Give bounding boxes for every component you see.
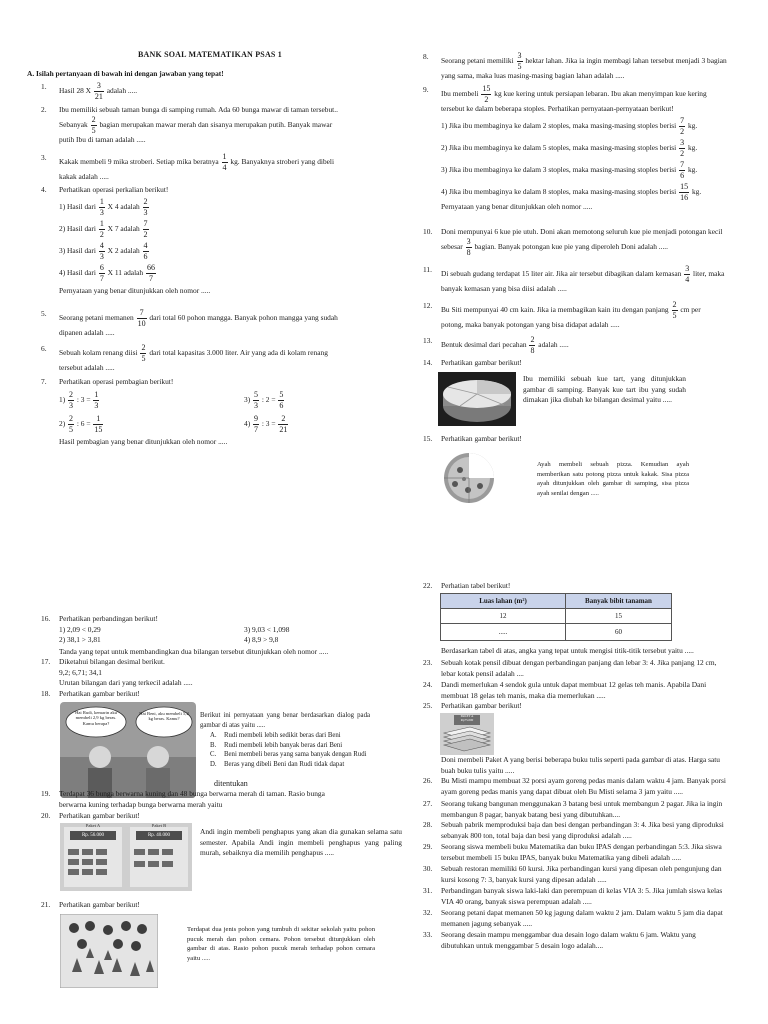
notebook-package-image [440, 713, 494, 755]
dialog-image [60, 702, 196, 798]
question-2: 2. Ibu memiliki sebuah taman bunga di samping rumah. Ada 60 bunga mawar di taman tersebut.. Sebanyak $\frac{2}{5}$ bagian merupakan mawar merah dan sisanya merupakan putih. Banyak mawar putih Ibu di taman adalah ..... [41, 105, 338, 144]
section-a-heading: A. Isilah pertanyaan di bawah ini dengan jawaban yang tepat! [27, 69, 224, 78]
question-28: 28. Sebuah pabrik memproduksi baja dan besi dengan perbandingan 3: 4. Jika besi yang diproduksi sebanyak 800 ton, total baja dan besi yang diproduksi adalah ..... [423, 820, 724, 840]
question-16: 16. Perhatikan perbandingan berikut! 1) 2,09 < 0,29 3) 9,03 < 1,098 2) 38,1 > 3,81 4) 8,9 > 9,8 Tanda yang tepat untuk membandingkan dua bilangan tersebut ditunjukkan oleh nomor ..... [41, 614, 329, 656]
question-27: 27. Seorang tukang bangunan menggunakan 3 batang besi untuk membangun 2 pagar. Jika ia ingin membangun 8 pagar, banyak batang besi yang dibutuhkan.... [423, 799, 723, 819]
pizza-image [438, 452, 500, 504]
question-6: 6. Sebuah kolam renang diisi $\frac{2}{5}$ dari total kapasitas 3.000 liter. Air yang ada di kolam renang tersebut adalah ..... [41, 343, 328, 372]
question-21: 21. Perhatikan gambar berikut! [41, 900, 140, 909]
fraction: $\frac{3}{21}$ [94, 81, 103, 101]
question-33: 33. Seorang desain mampu menggambar dua desain logo dalam waktu 6 jam. Waktu yang dibutuhkan untuk menggambar 5 desain logo adalah.... [423, 930, 696, 950]
question-30: 30. Sebuah restoran memiliki 60 kursi. Jika perbandingan kursi yang dipesan oleh pengunjung dan kursi kosong 7: 3, banyak kursi yang dipesan adalah ..... [423, 864, 722, 884]
question-22-outro: Berdasarkan tabel di atas, angka yang tepat untuk mengisi titik-titik tersebut yaitu ..... [441, 646, 694, 655]
question-21-text: Terdapat dua jenis pohon yang tumbuh di sekitar sekolah yaitu pohon pucuk merah dan pohon cemara. Pohon tersebut ditunjukkan oleh gambar di atas. Rasio pohon pucuk merah terhadap pohon cemara yaitu ..... [187, 926, 375, 962]
question-7: 7. Perhatikan operasi pembagian berikut! 1) $\frac{2}{3}$ : 3 = $\frac{1}{3}$ 3) $\frac{5}{3}$ : 2 = $\frac{5}{6}$ 2) $\frac{2}{5}$ : 6 = $\frac{1}{15}$ 4) $\frac{9}{7}$ : 3 = $\frac{2}{21}$ Hasil pembagian yang benar ditunjukkan oleh nomor ..... [41, 377, 288, 446]
question-18: 18. Perhatikan gambar berikut! [41, 689, 140, 698]
question-11: 11. Di sebuah gudang terdapat 15 liter air. Jika air tersebut dibagikan dalam kemasan $\frac{3}{4}$ liter, maka banyak kemasan yang bisa diisi adalah ..... [423, 264, 725, 293]
question-17: 17. Diketahui bilangan desimal berikut. 9,2; 6,71; 34,1 Urutan bilangan dari yang terkecil adalah ..... [41, 657, 193, 688]
question-4: 4. Perhatikan operasi perkalian berikut! 1) Hasil dari $\frac{1}{3}$ X 4 adalah $\frac{2}{3}$ 2) Hasil dari $\frac{1}{2}$ X 7 adalah $\frac{7}{2}$ 3) Hasil dari $\frac{4}{3}$ X 2 adalah $\frac{4}{6}$ 4) Hasil dari $\frac{6}{7}$ X 11 adalah $\frac{66}{7}$ Pernyataan yang benar ditunjukkan oleh nomor ..... [41, 185, 211, 295]
table-cell: 12 [441, 609, 566, 624]
package-a-price: Rp. 56.000 [81, 833, 105, 838]
data-table [440, 593, 672, 641]
question-10: 10. Doni mempunyai 6 kue pie utuh. Doni akan memotong seluruh kue pie menjadi potongan kecil sebesar $\frac{3}{8}$ bagian. Banyak potongan kue pie yang diperoleh Doni adalah ..... [423, 227, 723, 257]
question-22: 22. Perhatian tabel berikut! [423, 581, 511, 590]
table-cell: 15 [566, 609, 672, 624]
question-9: 9. Ibu membeli $\frac{15}{2}$ kg kue kering untuk persiapan lebaran. Ibu akan menyimpan kue kering tersebut ke dalam beberapa stoples. Perhatikan pernyataan-pernyataan berikut! 1) Jika ibu membaginya ke dalam 2 stoples, maka masing-masing stoples berisi $\frac{7}{2}$ kg. 2) Jika ibu membaginya ke dalam 5 stoples, maka masing-masing stoples berisi $\frac{3}{2}$ kg. 3) Jika ibu membaginya ke dalam 3 stoples, maka masing-masing stoples berisi $\frac{7}{6}$ kg. 4) Jika ibu membaginya ke dalam 8 stoples, maka masing-masing stoples berisi $\frac{15}{16}$ kg. Pernyataan yang benar ditunjukkan oleh nomor ..... [423, 84, 707, 211]
question-23: 23. Sebuah kotak pensil dibuat dengan perbandingan panjang dan lebar 3: 4. Jika panjang 12 cm, lebar kotak pensil adalah .... [423, 658, 717, 678]
question-3: 3. Kakak membeli 9 mika stroberi. Setiap mika beratnya $\frac{1}{4}$ kg. Banyaknya stroberi yang dibeli kakak adalah ..... [41, 152, 335, 181]
question-15-text: Ayah membeli sebuah pizza. Kemudian ayah memberikan satu potong pizza untuk kakak. Sisa pizza ayah ditunjukkan oleh gambar di samping, sisa pizza ayah senilai dengan ..... [537, 461, 689, 497]
package-label: PAKET A Rp75.000 [460, 714, 474, 722]
question-19: 19. Terdapat 36 bunga berwarna kuning dan 48 bunga berwarna merah di taman. Rasio bunga berwarna kuning terhadap bunga berwarna merah yaitu [41, 789, 325, 809]
table-cell: ..... [441, 624, 566, 641]
question-25-text: Doni membeli Paket A yang berisi beberapa buku tulis seperti pada gambar di atas. Harga satu buah buku tulis yaitu ..... [441, 755, 720, 775]
table-header: Banyak bibit tanaman [566, 594, 672, 609]
speech-bubble-1: Hai Rudi, kemarin aku membeli 2,9 kg beras. Kamu berapa? [75, 710, 117, 726]
table-header: Luas lahan (m²) [441, 594, 566, 609]
question-32: 32. Seorang petani dapat memanen 50 kg jagung dalam waktu 2 jam. Dalam waktu 5 jam dia dapat memanen jagung sebanyak ..... [423, 908, 723, 928]
trees-image [60, 914, 158, 988]
question-24: 24. Dandi memerlukan 4 sendok gula untuk dapat membuat 12 gelas teh manis. Apabila Dani membuat 18 gelas teh manis, maka dia memerlukan ..... [423, 680, 707, 700]
question-14: 14. Perhatikan gambar berikut! [423, 358, 522, 367]
eraser-packages-image [60, 823, 192, 891]
question-13: 13. Bentuk desimal dari pecahan $\frac{2}{8}$ adalah ..... [423, 335, 569, 355]
question-25: 25. Perhatikan gambar berikut! [423, 701, 522, 710]
question-8: 8. Seorang petani memiliki $\frac{3}{5}$ hektar lahan. Jika ia ingin membagi lahan tersebut menjadi 3 bagian yang sama, maka luas masing-masing bagian lahan adalah ..... [423, 51, 727, 80]
question-18-options: Berikut ini pernyataan yang benar berdasarkan dialog pada gambar di atas yaitu ..... A. Rudi membeli lebih sedikit beras dari Beni B. Rudi membeli lebih banyak beras dari Beni C. Beni membeli beras yang sama banyak dengan Rudi D. Beras yang dibeli Beni dan Rudi tidak dapat [200, 712, 370, 769]
package-a-label: Paket A [85, 823, 101, 828]
package-b-label: Paket B [151, 823, 167, 828]
speech-bubble-2: Hai Beni, aku membeli 5,2 kg beras. Kamu? [139, 711, 189, 722]
question-15: 15. Perhatikan gambar berikut! [423, 434, 522, 443]
question-18-tail: ditentukan [214, 779, 248, 788]
table-cell: 60 [566, 624, 672, 641]
question-26: 26. Bu Misti mampu membuat 32 porsi ayam goreng pedas manis dalam waktu 4 jam. Banyak porsi ayam goreng pedas manis yang dapat dibuat oleh Bu Misti selama 3 jam yaitu ..... [423, 776, 726, 796]
question-20: 20. Perhatikan gambar berikut! [41, 811, 140, 820]
question-29: 29. Seorang siswa membeli buku Matematika dan buku IPAS dengan perbandingan 5:3. Jika siswa tersebut membeli 15 buku IPAS, banyak buku Matematika yang dibeli adalah ..... [423, 842, 722, 862]
question-31: 31. Perbandingan banyak siswa laki-laki dan perempuan di kelas VIA 3: 5. Jika jumlah siswa kelas VIA 40 orang, banyak siswa perempuan adalah ..... [423, 886, 723, 906]
question-20-text: Andi ingin membeli penghapus yang akan dia gunakan selama satu semester. Apabila Andi ingin membeli penghapus yang paling murah, sebaiknya dia memilih penghapus ..... [200, 827, 402, 858]
cake-image [438, 372, 516, 426]
question-5: 5. Seorang petani memanen $\frac{7}{10}$ dari total 60 pohon mangga. Banyak pohon mangga yang sudah dipanen adalah ..... [41, 308, 338, 337]
question-1: 1. Hasil 28 X $\frac{3}{21}$ adalah ..... [41, 81, 138, 101]
question-12: 12. Bu Siti mempunyai 40 cm kain. Jika ia membagikan kain itu dengan panjang $\frac{2}{5}$ cm per potong, maka banyak potongan yang bisa didapat adalah ..... [423, 300, 701, 329]
question-14-text: Ibu memiliki sebuah kue tart, yang ditunjukkan gambar di samping. Banyak kue tart ibu yang sudah dimakan jika diubah ke bilangan desimal yaitu ..... [523, 374, 686, 405]
package-b-price: Rp. 40.000 [147, 833, 171, 838]
document-title: BANK SOAL MATEMATIKAN PSAS 1 [138, 50, 282, 59]
